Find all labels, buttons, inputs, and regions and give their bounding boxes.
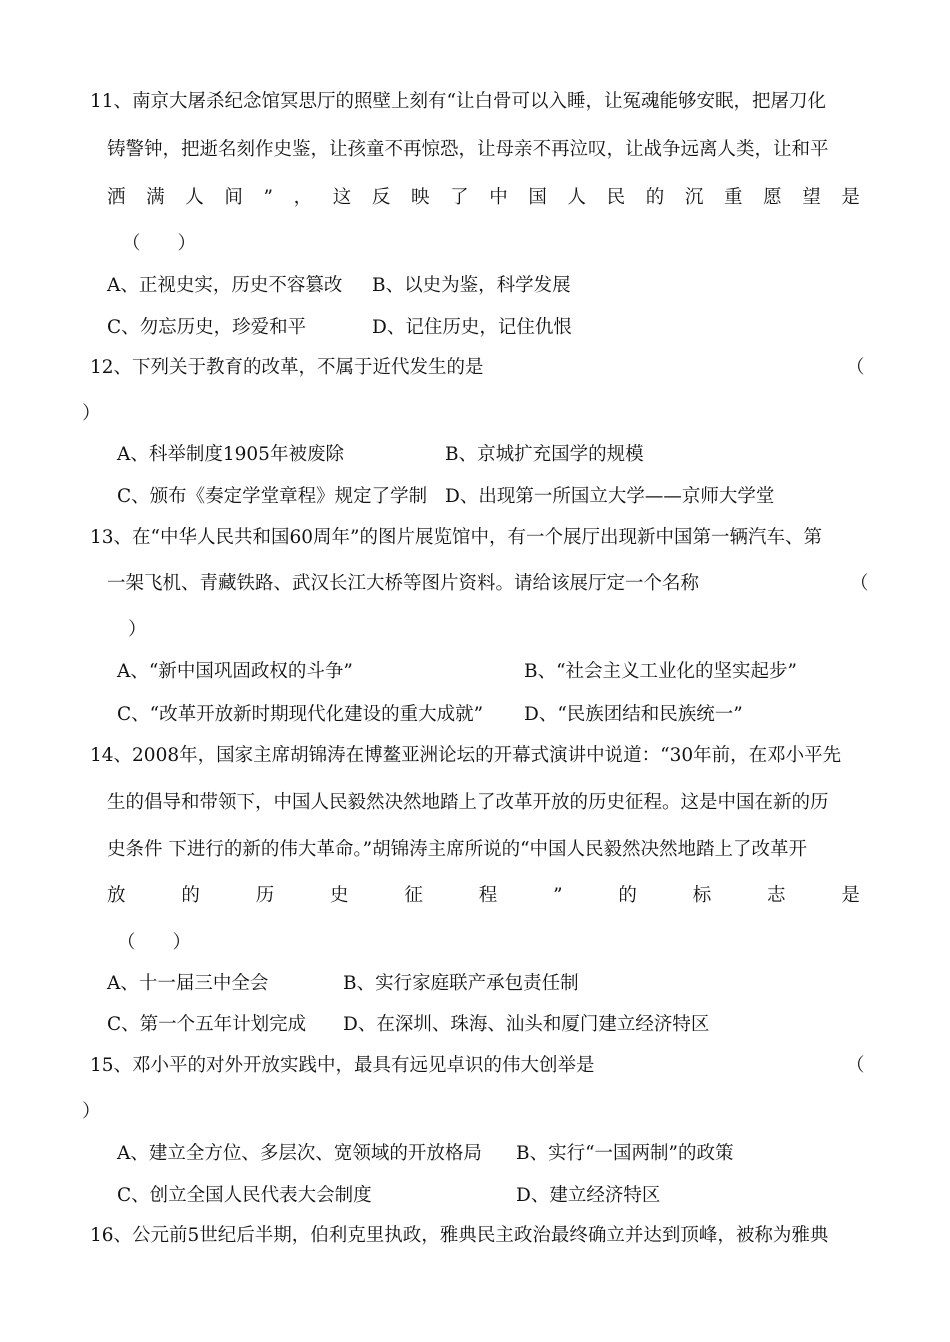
q14-word: 志 — [767, 885, 786, 906]
q14-word: 的 — [181, 885, 200, 906]
q11-word: 的 — [645, 187, 665, 208]
q14-option-a: A、十一届三中全会 — [107, 973, 269, 994]
q15-option-c: C、创立全国人民代表大会制度 — [117, 1185, 372, 1206]
q14-line-1: 14、2008年，国家主席胡锦涛在博鳌亚洲论坛的开幕式演讲中说道：“30年前，在邓小平先 — [90, 745, 842, 766]
q11-option-c: C、勿忘历史，珍爱和平 — [107, 317, 307, 338]
q15-option-b: B、实行“一国两制”的政策 — [516, 1143, 734, 1164]
q11-word: 映 — [410, 187, 430, 208]
q15-paren-open: （ — [846, 1055, 865, 1076]
q12-paren-open: （ — [846, 357, 865, 378]
q13-paren-close: ） — [128, 619, 147, 640]
q14-line-2: 生的倡导和带领下，中国人民毅然决然地踏上了改革开放的历史征程。这是中国在新的历 — [107, 792, 829, 813]
q14-word: 放 — [107, 885, 126, 906]
q14-word: 的 — [618, 885, 637, 906]
q15-paren-close: ） — [82, 1101, 101, 1122]
q13-option-d: D、“民族团结和民族统一” — [524, 704, 743, 725]
q12-paren-close: ） — [82, 403, 101, 424]
q11-word: 人 — [185, 187, 204, 208]
q16-line-1: 16、公元前5世纪后半期，伯利克里执政，雅典民主政治最终确立并达到顶峰，被称为雅典 — [90, 1225, 829, 1246]
q15-line-1: 15、邓小平的对外开放实践中，最具有远见卓识的伟大创举是 — [90, 1055, 595, 1076]
q11-word: 洒 — [107, 187, 126, 208]
q12-option-d: D、出现第一所国立大学——京师大学堂 — [445, 486, 775, 507]
q11-word: ” — [263, 187, 273, 208]
q11-line-3-justified — [107, 186, 860, 210]
q11-word: 反 — [371, 187, 391, 208]
q11-word: 重 — [723, 187, 743, 208]
q11-word: 间 — [224, 187, 243, 208]
q11-word: 愿 — [763, 187, 782, 208]
q11-option-d: D、记住历史，记住仇恨 — [372, 317, 572, 338]
q14-option-d: D、在深圳、珠海、汕头和厦门建立经济特区 — [343, 1014, 710, 1035]
q11-option-a: A、正视史实，历史不容篡改 — [107, 275, 343, 296]
q15-option-a: A、建立全方位、多层次、宽领域的开放格局 — [117, 1143, 482, 1164]
q12-option-c: C、颁布《奏定学堂章程》规定了学制 — [117, 486, 428, 507]
q13-paren-open: （ — [850, 573, 869, 594]
q13-option-a: A、“新中国巩固政权的斗争” — [117, 661, 353, 682]
q11-word: 人 — [567, 187, 586, 208]
q11-line-2: 铸警钟，把逝名刻作史鉴，让孩童不再惊恐，让母亲不再泣叹，让战争远离人类，让和平 — [107, 139, 829, 160]
q11-word: 中 — [489, 187, 508, 208]
q11-word: 沉 — [684, 187, 704, 208]
q14-word: 征 — [404, 885, 423, 906]
q13-option-c: C、“改革开放新时期现代化建设的重大成就” — [117, 704, 484, 725]
q13-option-b: B、“社会主义工业化的坚实起步” — [524, 661, 798, 682]
q14-option-c: C、第一个五年计划完成 — [107, 1014, 307, 1035]
q11-word: 是 — [841, 187, 860, 208]
q14-word: 是 — [841, 885, 860, 906]
q14-line-4-justified — [107, 884, 860, 908]
q11-word: 满 — [146, 187, 165, 208]
q12-line-1: 12、下列关于教育的改革，不属于近代发生的是 — [90, 357, 484, 378]
q14-word: 历 — [255, 885, 275, 906]
q11-option-b: B、以史为鉴，科学发展 — [372, 275, 571, 296]
q11-answer-paren: （ ） — [122, 233, 197, 254]
q14-option-b: B、实行家庭联产承包责任制 — [343, 973, 579, 994]
q14-line-3: 史条件 下进行的新的伟大革命。”胡锦涛主席所说的“中国人民毅然决然地踏上了改革开 — [107, 839, 808, 860]
q11-word: 这 — [332, 187, 352, 208]
q14-word: ” — [553, 885, 563, 906]
q12-option-a: A、科举制度1905年被废除 — [117, 444, 344, 465]
q14-answer-paren: （ ） — [117, 932, 192, 953]
q11-word: 民 — [606, 187, 626, 208]
q14-word: 标 — [692, 885, 712, 906]
q13-line-1: 13、在“中华人民共和国60周年”的图片展览馆中，有一个展厅出现新中国第一辆汽车、第 — [90, 527, 822, 548]
q12-option-b: B、京城扩充国学的规模 — [445, 444, 644, 465]
q11-word: 国 — [528, 187, 547, 208]
q11-line-1: 11、南京大屠杀纪念馆冥思厅的照壁上刻有“让白骨可以入睡，让冤魂能够安眠，把屠刀化 — [90, 91, 827, 112]
q14-word: 史 — [330, 885, 349, 906]
q15-option-d: D、建立经济特区 — [516, 1185, 661, 1206]
q11-word: 望 — [802, 187, 821, 208]
q11-word: 了 — [450, 187, 469, 208]
q14-word: 程 — [478, 885, 498, 906]
q13-line-2: 一架飞机、青藏铁路、武汉长江大桥等图片资料。请给该展厅定一个名称 — [107, 573, 700, 594]
q11-word: ， — [293, 187, 313, 208]
